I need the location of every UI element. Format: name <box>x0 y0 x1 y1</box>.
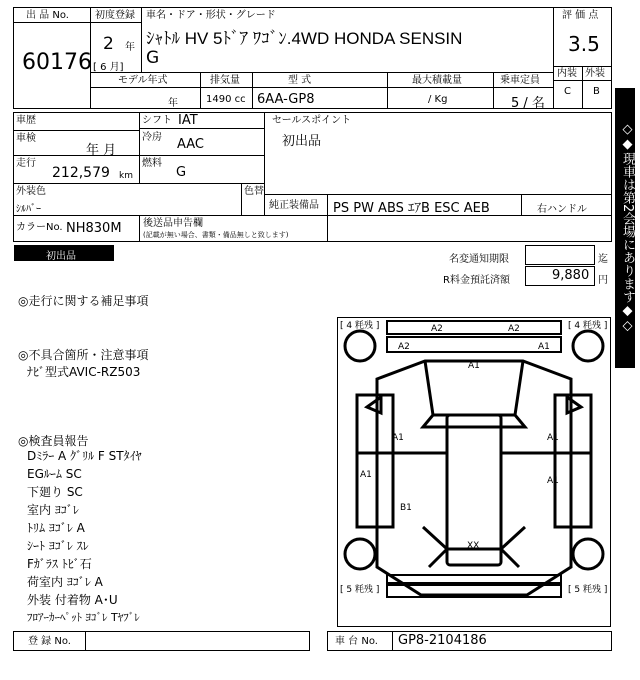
mileage-value: 212,579 <box>52 165 110 181</box>
equipment-value: PS PW ABS ｴｱB ESC AEB <box>333 201 490 216</box>
report-line-8: 荷室内 ﾖｺﾞﾚ A <box>27 575 103 589</box>
displacement-value: 1490 cc <box>206 94 246 105</box>
mark-bumper2-left: A2 <box>398 342 410 352</box>
inspector-heading: ◎検査員報告 <box>18 434 89 448</box>
defect-line: ﾅﾋﾞ型式AVIC-RZ503 <box>27 365 141 379</box>
mark-left-rear: A1 <box>360 470 372 480</box>
tire-rear-right-depth: [ 5 粍残 ] <box>568 585 608 595</box>
first-reg-year: 2 <box>103 34 114 54</box>
tire-front-left-depth: [ 4 粍残 ] <box>340 321 380 331</box>
report-line-7: Fｶﾞﾗｽ ﾄﾋﾞ石 <box>27 557 92 571</box>
mark-right-front-door: A1 <box>547 433 559 443</box>
lot-label: 出 品 No. <box>26 10 69 21</box>
color-no-label: カラーNo. <box>16 222 63 233</box>
sales-point-label: セールスポイント <box>272 115 352 126</box>
first-reg-year-unit: 年 <box>125 42 135 53</box>
name-change-label: 名変通知期限 <box>449 254 509 265</box>
equipment-label: 純正装備品 <box>269 200 319 211</box>
inspection-value: 年 月 <box>86 143 117 158</box>
mark-left-rear-door: B1 <box>400 503 412 513</box>
capacity-label: 乗車定員 <box>500 75 540 86</box>
score-label: 評 価 点 <box>562 10 599 21</box>
first-reg-month: [ 6 月] <box>93 62 124 73</box>
lot-number: 60176 <box>22 50 92 75</box>
mark-left-front-door: A1 <box>392 433 404 443</box>
report-line-1: Dﾐﾗｰ A ｸﾞﾘﾙ F STﾀｲﾔ <box>27 449 142 463</box>
car-name-label: 車名・ドア・形状・グレード <box>146 10 276 21</box>
reg-no-label: 登 録 No. <box>28 636 71 647</box>
report-line-6: ｼｰﾄ ﾖｺﾞﾚ ｽﾚ <box>27 539 89 553</box>
chassis-label: 車 台 No. <box>335 636 378 647</box>
report-line-9: 外装 付着物 A･U <box>27 593 118 607</box>
car-name-line1: ｼｬﾄﾙ HV 5ﾄﾞｱ ﾜｺﾞﾝ.4WD HONDA SENSIN <box>146 29 463 48</box>
recycle-label: R料金預託済額 <box>443 275 510 286</box>
report-line-10: ﾌﾛｱｰｶｰﾍﾟｯﾄ ﾖｺﾞﾚ Tﾔﾌﾞﾚ <box>27 611 140 624</box>
model-year-unit: 年 <box>168 98 178 109</box>
score-value: 3.5 <box>568 32 600 56</box>
capacity-value: 5 / 名 <box>511 96 545 111</box>
ac-label: 冷房 <box>142 132 162 143</box>
max-load-label: 最大積載量 <box>412 75 462 86</box>
ext-color-label: 外装色 <box>16 186 46 197</box>
ac-value: AAC <box>177 137 204 152</box>
interior-label: 内装 <box>557 68 577 79</box>
tire-rear-left-depth: [ 5 粍残 ] <box>340 585 380 595</box>
mark-hood: A1 <box>468 361 480 371</box>
fuel-value: G <box>176 165 187 180</box>
steering-value: 右ハンドル <box>537 204 587 215</box>
report-line-3: 下廻り SC <box>27 485 83 499</box>
mark-bumper2-right: A1 <box>538 342 550 352</box>
first-listing-banner-text: 初出品 <box>46 251 76 262</box>
aftermarket-note: (記載が無い場合、書類・備品無しと致します) <box>143 231 289 239</box>
mark-right-rear: A1 <box>547 476 559 486</box>
max-load-value: / Kg <box>428 94 448 105</box>
fuel-label: 燃料 <box>142 158 162 169</box>
defect-heading: ◎不具合箇所・注意事項 <box>18 348 149 362</box>
exterior-label: 外装 <box>585 68 605 79</box>
name-change-field <box>525 245 595 265</box>
recycle-unit: 円 <box>598 275 608 286</box>
first-reg-label: 初度登録 <box>95 10 135 21</box>
exterior-grade: B <box>593 86 600 97</box>
aftermarket-label: 後送品申告欄 <box>143 218 203 229</box>
chassis-number: GP8-2104186 <box>398 633 487 648</box>
report-line-5: ﾄﾘﾑ ﾖｺﾞﾚ A <box>27 521 85 535</box>
history-label: 車歴 <box>16 115 36 126</box>
report-line-2: EGﾙｰﾑ SC <box>27 467 82 481</box>
shift-value: IAT <box>178 113 198 128</box>
mileage-unit: km <box>119 171 133 181</box>
report-line-4: 室内 ﾖｺﾞﾚ <box>27 503 79 517</box>
type-value: 6AA-GP8 <box>257 92 315 107</box>
driving-notes-heading: ◎走行に関する補足事項 <box>18 294 149 308</box>
recycle-amount: 9,880 <box>552 268 590 283</box>
name-change-unit: 迄 <box>598 254 608 265</box>
inspection-label: 車検 <box>16 133 36 144</box>
interior-grade: C <box>564 86 571 97</box>
mark-rear-glass: XX <box>467 541 480 551</box>
ext-color-value: ｼﾙﾊﾞｰ <box>16 204 41 215</box>
color-change-label: 色替 <box>244 186 264 197</box>
tire-front-right-depth: [ 4 粍残 ] <box>568 321 608 331</box>
shift-label: シフト <box>142 115 172 126</box>
color-no-value: NH830M <box>66 221 122 236</box>
type-label: 型 式 <box>288 75 312 86</box>
mark-front-bumper-left: A2 <box>431 324 443 334</box>
mileage-label: 走行 <box>16 158 36 169</box>
model-year-label: モデル年式 <box>118 75 168 86</box>
car-name-line2: G <box>146 48 160 68</box>
mark-front-bumper-right: A2 <box>508 324 520 334</box>
sales-point-value: 初出品 <box>282 134 322 149</box>
venue-notice: ◇◆現車は第2会場にあります◆◇ <box>615 88 635 368</box>
displacement-label: 排気量 <box>210 75 240 86</box>
